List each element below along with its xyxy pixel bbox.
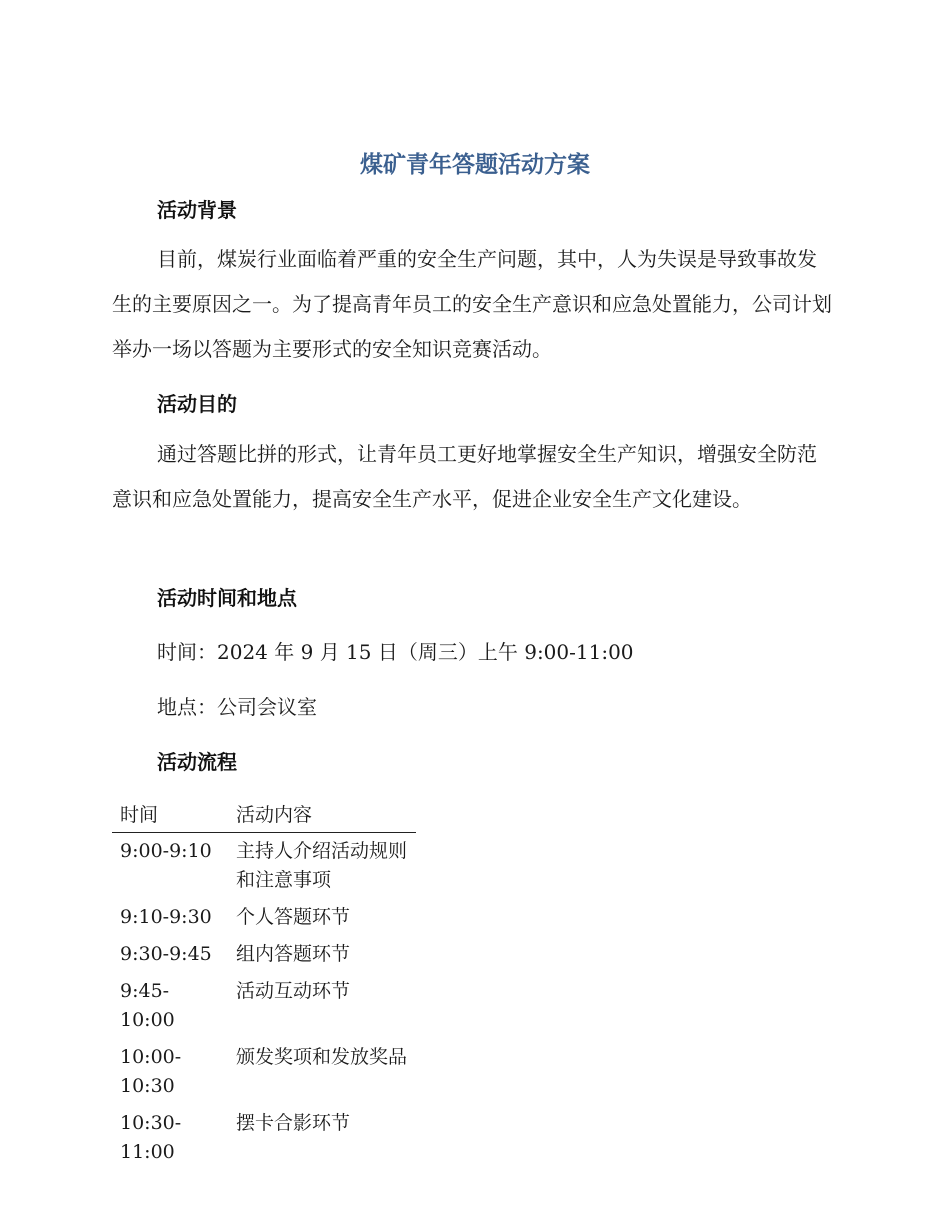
- table-row: [112, 1039, 416, 1105]
- row-content: 主持人介绍活动规则和注意事项: [236, 840, 408, 891]
- row-time: 10:30-11:00: [120, 1112, 182, 1163]
- document-title: 煤矿青年答题活动方案: [360, 152, 590, 178]
- section-heading-flow: 活动流程: [157, 750, 237, 774]
- section-heading-purpose: 活动目的: [157, 392, 237, 416]
- row-time: 9:30-9:45: [120, 943, 212, 965]
- table-row: [112, 1105, 416, 1171]
- row-time: 10:00-10:30: [120, 1046, 182, 1097]
- row-time: 9:10-9:30: [120, 906, 212, 928]
- section-heading-background: 活动背景: [157, 198, 237, 222]
- row-content: 颁发奖项和发放奖品: [236, 1046, 408, 1068]
- row-content: 个人答题环节: [236, 906, 351, 928]
- row-time: 9:00-9:10: [120, 840, 212, 862]
- schedule-table: [112, 800, 416, 1171]
- section-text-purpose: 通过答题比拼的形式，让青年员工更好地掌握安全生产知识，增强安全防范意识和应急处置能力，提高安全生产水平，促进企业安全生产文化建设。: [112, 442, 817, 511]
- row-content: 摆卡合影环节: [236, 1112, 351, 1134]
- column-header-time: 时间: [112, 800, 228, 833]
- table-row: [112, 899, 416, 936]
- section-text-background: 目前，煤炭行业面临着严重的安全生产问题，其中，人为失误是导致事故发生的主要原因之一。为了提高青年员工的安全生产意识和应急处置能力，公司计划举办一场以答题为主要形式的安全知识竞赛活动。: [112, 247, 832, 361]
- table-row: [112, 973, 416, 1039]
- event-time-line: 时间：2024 年 9 月 15 日（周三）上午 9:00-11:00: [157, 640, 634, 664]
- event-place-line: 地点：公司会议室: [157, 695, 317, 719]
- column-header-content: 活动内容: [228, 800, 416, 833]
- table-row: [112, 936, 416, 973]
- table-row: [112, 833, 416, 900]
- section-heading-time-place: 活动时间和地点: [157, 586, 297, 610]
- row-content: 组内答题环节: [236, 943, 351, 965]
- row-time: 9:45-10:00: [120, 980, 175, 1031]
- schedule-header-row: [112, 800, 416, 833]
- row-content: 活动互动环节: [236, 980, 351, 1002]
